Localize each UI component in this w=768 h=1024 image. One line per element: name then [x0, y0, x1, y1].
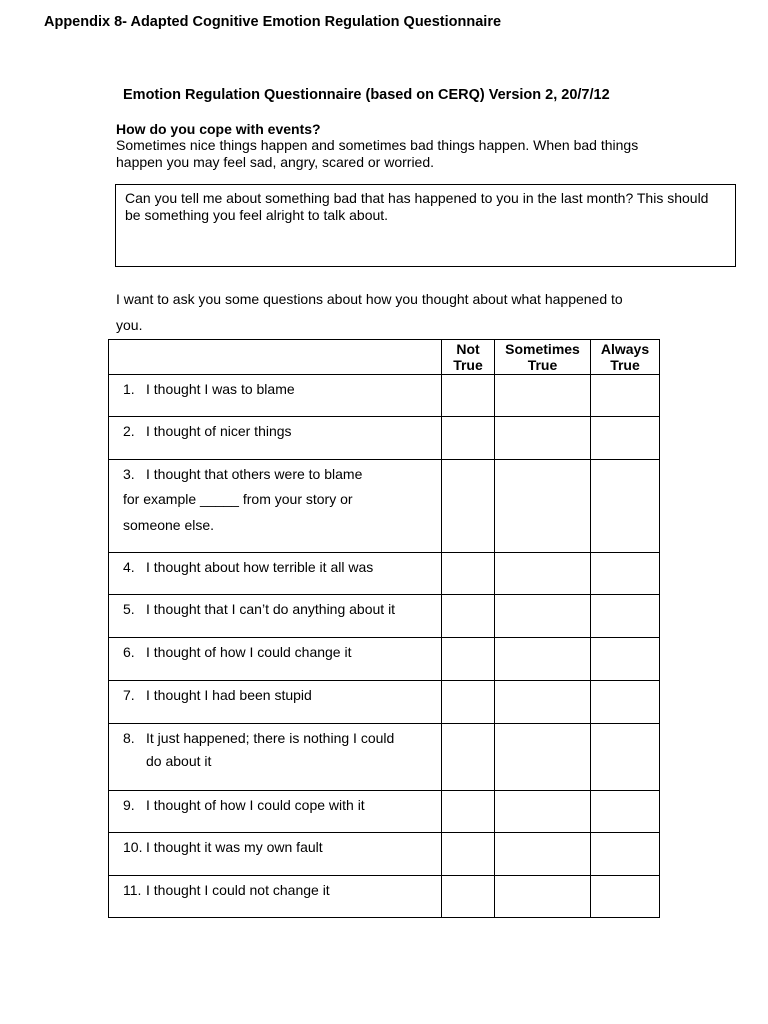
question-cell: 9. I thought of how I could cope with it [109, 791, 442, 833]
table-row [109, 417, 660, 460]
answer-always-true[interactable] [591, 375, 660, 417]
answer-not-true[interactable] [442, 638, 495, 681]
answer-always-true[interactable] [591, 791, 660, 833]
answer-not-true[interactable] [442, 460, 495, 553]
answer-always-true[interactable] [591, 460, 660, 553]
answer-sometimes-true[interactable] [495, 375, 591, 417]
answer-not-true[interactable] [442, 876, 495, 918]
answer-not-true[interactable] [442, 375, 495, 417]
table-row [109, 595, 660, 638]
answer-sometimes-true[interactable] [495, 833, 591, 876]
answer-not-true[interactable] [442, 724, 495, 791]
cope-heading: How do you cope with events? [116, 121, 321, 137]
question-cell: 11. I thought I could not change it [109, 876, 442, 918]
answer-not-true[interactable] [442, 553, 495, 595]
table-row [109, 724, 660, 791]
intro-text: Sometimes nice things happen and sometimes bad things happen. When bad things happen you may feel sad, angry, scared or worried. [116, 137, 639, 170]
table-row [109, 553, 660, 595]
header-sometimes-true: Sometimes True [495, 340, 591, 375]
answer-always-true[interactable] [591, 638, 660, 681]
header-not-true: Not True [442, 340, 495, 375]
answer-not-true[interactable] [442, 833, 495, 876]
answer-always-true[interactable] [591, 595, 660, 638]
answer-not-true[interactable] [442, 417, 495, 460]
answer-sometimes-true[interactable] [495, 638, 591, 681]
question-cell: 6. I thought of how I could change it [109, 638, 442, 681]
question-extra: for example _____ from your story or [123, 491, 353, 507]
header-question-cell [109, 340, 442, 375]
table-row [109, 791, 660, 833]
answer-always-true[interactable] [591, 417, 660, 460]
answer-sometimes-true[interactable] [495, 724, 591, 791]
header-always-true: Always True [591, 340, 660, 375]
answer-sometimes-true[interactable] [495, 791, 591, 833]
answer-sometimes-true[interactable] [495, 460, 591, 553]
question-cell: 5. I thought that I can’t do anything about it [109, 595, 442, 638]
answer-always-true[interactable] [591, 876, 660, 918]
question-cell: 1. I thought I was to blame [109, 375, 442, 417]
answer-sometimes-true[interactable] [495, 417, 591, 460]
question-cell: 7. I thought I had been stupid [109, 681, 442, 724]
table-row [109, 681, 660, 724]
appendix-title: Appendix 8- Adapted Cognitive Emotion Regulation Questionnaire [44, 14, 502, 30]
question-cell: 4. I thought about how terrible it all was [109, 553, 442, 595]
table-row [109, 460, 660, 553]
answer-sometimes-true[interactable] [495, 595, 591, 638]
question-extra: someone else. [123, 516, 215, 533]
table-row [109, 833, 660, 876]
answer-always-true[interactable] [591, 833, 660, 876]
prompt-box: Can you tell me about something bad that has happened to you in the last month? This should be something you feel alright to talk about. [115, 184, 736, 267]
answer-always-true[interactable] [591, 553, 660, 595]
table-row [109, 375, 660, 417]
table-row [109, 638, 660, 681]
question-continuation: do about it [146, 753, 212, 769]
question-cell: 3. I thought that others were to blame for example _____ from your story or someone else. [109, 460, 442, 553]
answer-not-true[interactable] [442, 681, 495, 724]
question-cell: 10. I thought it was my own fault [109, 833, 442, 876]
answer-sometimes-true[interactable] [495, 876, 591, 918]
question-cell: 2. I thought of nicer things [109, 417, 442, 460]
answer-always-true[interactable] [591, 724, 660, 791]
answer-not-true[interactable] [442, 791, 495, 833]
question-cell: 8. It just happened; there is nothing I could do about it [109, 724, 442, 791]
table-row [109, 876, 660, 918]
answer-sometimes-true[interactable] [495, 553, 591, 595]
answer-not-true[interactable] [442, 595, 495, 638]
form-title: Emotion Regulation Questionnaire (based on CERQ) Version 2, 20/7/12 [123, 87, 610, 103]
answer-sometimes-true[interactable] [495, 681, 591, 724]
lead-text: I want to ask you some questions about how you thought about what happened to you. [116, 291, 623, 333]
header-row [109, 340, 660, 375]
answer-always-true[interactable] [591, 681, 660, 724]
questionnaire-table [108, 339, 660, 918]
